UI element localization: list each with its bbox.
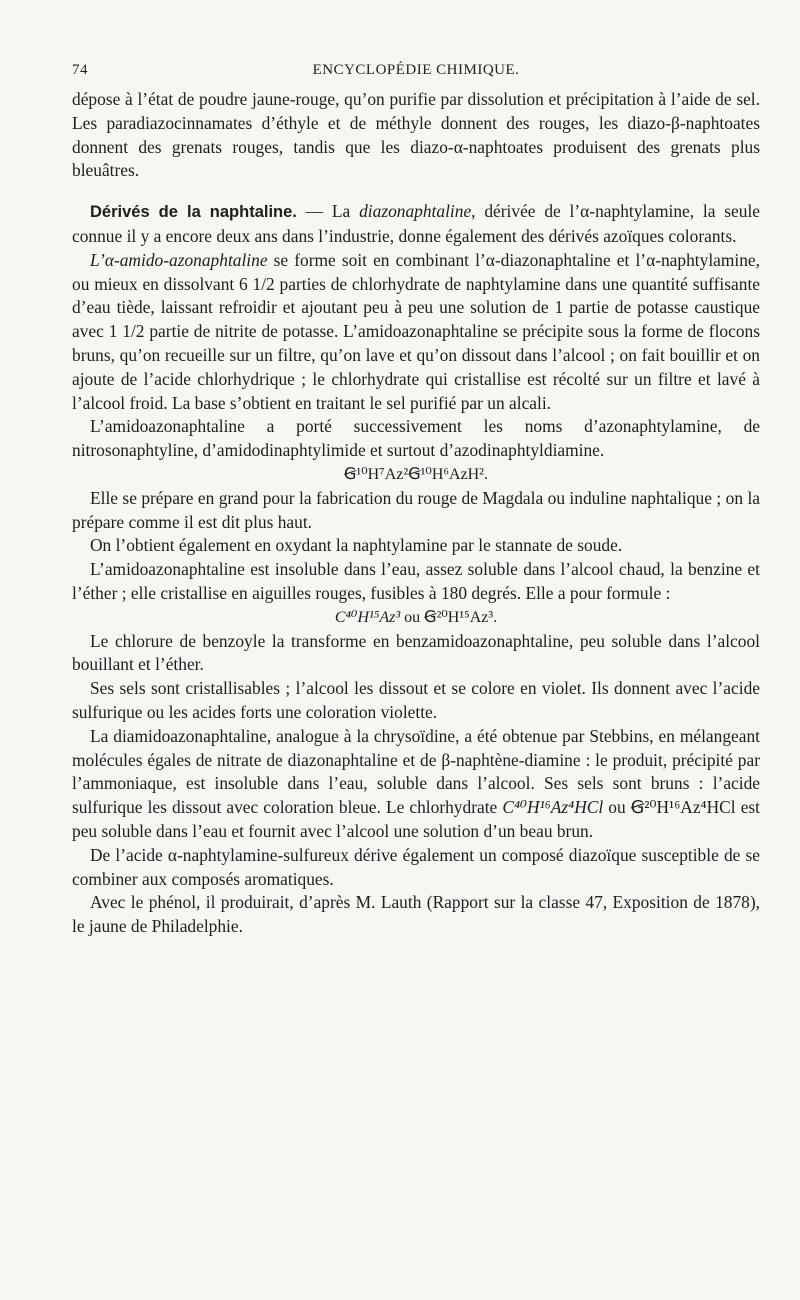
paragraph: Le chlorure de benzoyle la transforme en benzamidoazonaphtaline, peu soluble dans l’alcool bouillant et l’éther. (72, 630, 760, 675)
section-dash: — La (296, 201, 360, 222)
page-body (72, 88, 760, 939)
paragraph-diamido (72, 725, 760, 844)
term-diazonaphtaline: diazonaphtaline (359, 201, 472, 222)
page-number: 74 (72, 62, 88, 78)
paragraph: dépose à l’état de poudre jaune-rouge, qu’on purifie par dissolution et précipitation à l’aide de sel. Les paradiazocinnamates d’éthyle et de méthyle donnent des rouges, les diazo-β-naphtoates donnent des grenats rouges, tandis que les diazo-α-naphtoates produisent des grenats plus bleuâtres. (72, 89, 760, 181)
paragraph: L’amidoazonaphtaline est insoluble dans l’eau, assez soluble dans l’alcool chaud, la benzine et l’éther ; elle cristallise en aiguilles rouges, fusibles à 180 degrés. Elle a pour formule : (72, 559, 760, 603)
amido-text: se forme soit en combinant l’α-diazonaphtaline et l’α-naphtylamine, ou mieux en dissolvant 6 1/2 parties de chlorhydrate de naphtylamine dans une quantité suffisante d’eau tiède, laissant refroidir et ajoutant peu à peu une solution de 1 partie de potasse caustique avec 1 1/2 partie de nitrite de potasse. L’amidoazonaphtaline se précipite sous la forme de flocons bruns, qu’on recueille sur un filtre, qu’on lave et qu’on dissout dans l’alcool ; on fait bouillir et on ajoute de l’acide chlorhydrique ; le chlorhydrate qui cristallise est récolté sur un filtre et lavé à l’alcool froid. La base s’obtient en traitant le sel purifié par un alcali. (72, 249, 760, 413)
paragraph: On l’obtient également en oxydant la naphtylamine par le stannate de soude. (90, 535, 623, 556)
paragraph: De l’acide α-naphtylamine-sulfureux dérive également un composé diazoïque susceptible de se combiner aux composés aromatiques. (72, 844, 760, 889)
paragraph: Avec le phénol, il produirait, d’après M. Lauth (Rapport sur la classe 47, Exposition de 1878), le jaune de Philadelphie. (72, 892, 760, 937)
diamido-formula-atomic: Ꞡ²⁰H¹⁶Az⁴HCl (630, 797, 736, 818)
paragraph: Ses sels sont cristallisables ; l’alcool les dissout et se colore en violet. Ils donnent avec l’acide sulfurique ou les acides forts une coloration violette. (72, 678, 760, 722)
diamido-text-a: La diamidoazonaphtaline, analogue à la chrysoïdine, a été obtenue par Stebbins, en mélangeant molécules égales de nitrate de diazonaphtaline et de β-naphtène-diamine : le produit, précipité par l’ammoniaque, est insoluble dans l’eau, soluble dans l’alcool. Ses sels sont bruns : l’acide sulfurique les dissout avec coloration bleue. Le chlorhydrate (72, 725, 760, 818)
chemical-formula-pair (72, 606, 760, 630)
section-paragraph (72, 200, 760, 249)
running-title: ENCYCLOPÉDIE CHIMIQUE. (312, 62, 520, 78)
term-amido-azonaphtaline: L’α-amido-azonaphtaline (90, 249, 268, 270)
chemical-formula: Ꞡ¹⁰H⁷Az²Ꞡ¹⁰H⁶AzH². (344, 465, 488, 483)
formula-equivalent: C⁴⁰H¹⁵Az³ (334, 608, 401, 626)
section-text: , dérivée de l’α-naphtylamine, la seule connue il y a encore deux ans dans l’industrie, donne également des dérivés azoïques colorants. (72, 201, 760, 246)
diamido-ou: ou (603, 797, 631, 818)
diamido-formula-equivalent: C⁴⁰H¹⁶Az⁴HCl (502, 797, 604, 818)
paragraph: Elle se prépare en grand pour la fabrication du rouge de Magdala ou induline naphtalique ; on la prépare comme il est dit plus haut. (72, 487, 760, 532)
section-heading: Dérivés de la naphtaline. (90, 203, 297, 222)
formula-ou: ou (400, 608, 425, 626)
formula-atomic: Ꞡ²⁰H¹⁵Az³. (424, 608, 498, 626)
page-header (72, 62, 760, 86)
diamido-text-b: est peu soluble dans l’eau et fournit avec l’alcool une solution d’un beau brun. (72, 797, 761, 841)
paragraph: L’amidoazonaphtaline a porté successivement les noms d’azonaphtylamine, de nitrosonaphtyline, d’amidodinaphtylimide et surtout d’azodinaphtyldiamine. (72, 416, 760, 461)
paragraph-amido (72, 249, 760, 416)
